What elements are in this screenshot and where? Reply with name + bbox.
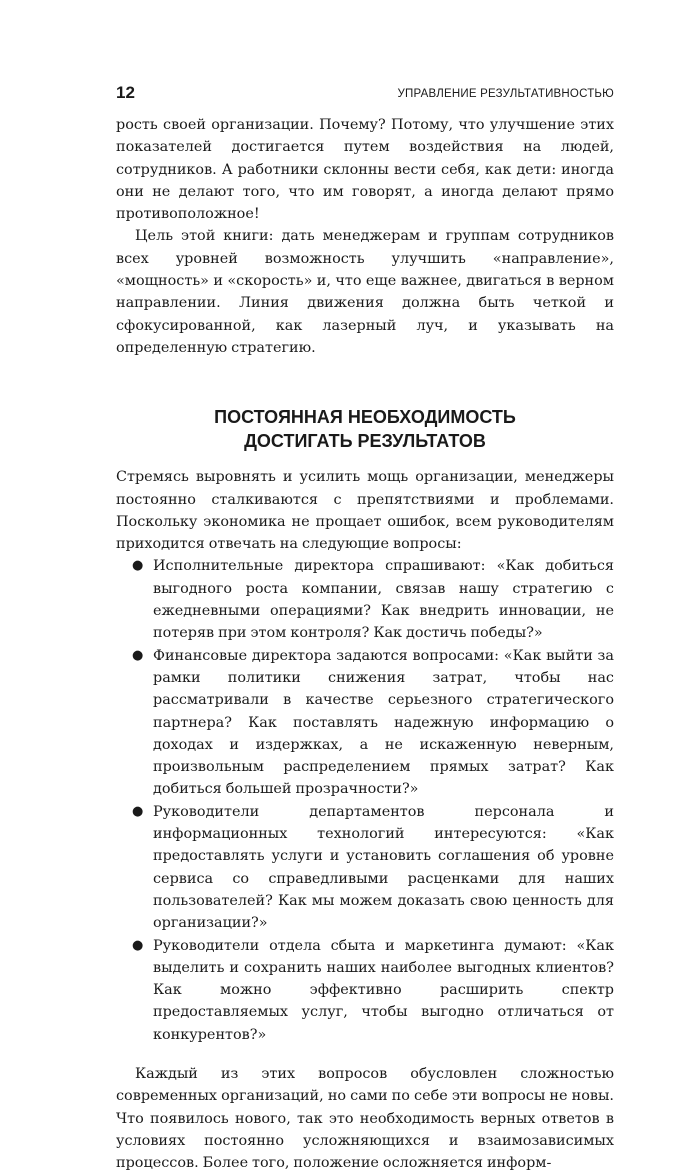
section-heading-line-1: ПОСТОЯННАЯ НЕОБХОДИМОСТЬ — [214, 407, 516, 428]
list-item-text: Финансовые директора задаются вопросами: «Как выйти за рамки политики снижения затрат, чтобы нас рассматривали в качестве серьезного стратегического партнера? Как поставлять надежную информацию о доходах и издержках, а не искаженную неверным, произвольным распределением прямых затрат? Как добиться большей прозрачности?» — [153, 647, 614, 798]
list-item — [116, 555, 614, 644]
running-header-title: УПРАВЛЕНИЕ РЕЗУЛЬТАТИВНОСТЬЮ — [397, 88, 614, 100]
list-item-text: Руководители департаментов персонала и информационных технологий интересуются: «Как предоставлять услуги и установить соглашения об уровне сервиса со справедливыми расценками для наших пользователей? Как мы можем доказать свою ценность для организации?» — [153, 803, 614, 932]
list-item — [116, 645, 614, 801]
paragraph-4: Каждый из этих вопросов обусловлен сложностью современных организаций, но сами по себе эти вопросы не новы. Что появилось нового, так это необходимость верных ответов в условиях постоянно усложняющихся и взаимозависимых процессов. Более того, положение осложняется информ- — [116, 1065, 614, 1172]
paragraph-1: рость своей организации. Почему? Потому, что улучшение этих показателей достигается путем воздействия на людей, сотрудников. А работники склонны вести себя, как дети: иногда они не делают того, что им говорят, а иногда делают прямо противоположное! — [116, 117, 614, 223]
page-content — [116, 114, 614, 1174]
bullet-dot-icon: ● — [132, 558, 144, 574]
list-item-text: Исполнительные директора спрашивают: «Как добиться выгодного роста компании, связав нашу стратегию с ежедневными операциями? Как внедрить инновации, не потеряв при этом контроля? Как достичь победы?» — [153, 558, 614, 642]
section-heading-line-2: ДОСТИГАТЬ РЕЗУЛЬТАТОВ — [244, 431, 486, 452]
paragraph-2: Цель этой книги: дать менеджерам и группам сотрудников всех уровней возможность улучшить «направление», «мощность» и «скорость» и, что еще важнее, двигаться в верном направлении. Линия движения должна быть четкой и сфокусированной, как лазерный луч, и указывать на определенную стратегию. — [116, 228, 614, 356]
bullet-dot-icon: ● — [132, 647, 144, 663]
list-item-text: Руководители отдела сбыта и маркетинга думают: «Как выделить и сохранить наших наиболее выгодных клиентов? Как можно эффективно расширить спектр предоставляемых услуг, чтобы выгодно отличаться от конкурентов?» — [153, 937, 614, 1043]
bullet-list — [116, 555, 614, 1046]
section-heading — [116, 405, 614, 453]
page-number: 12 — [116, 83, 135, 102]
paragraph-3: Стремясь выровнять и усилить мощь организации, менеджеры постоянно сталкиваются с препятствиями и проблемами. Поскольку экономика не прощает ошибок, всем руководителям приходится отвечать на следующие вопросы: — [116, 469, 614, 553]
bullet-dot-icon: ● — [132, 937, 144, 953]
bullet-dot-icon: ● — [132, 803, 144, 819]
list-item — [116, 935, 614, 1046]
list-item — [116, 801, 614, 935]
